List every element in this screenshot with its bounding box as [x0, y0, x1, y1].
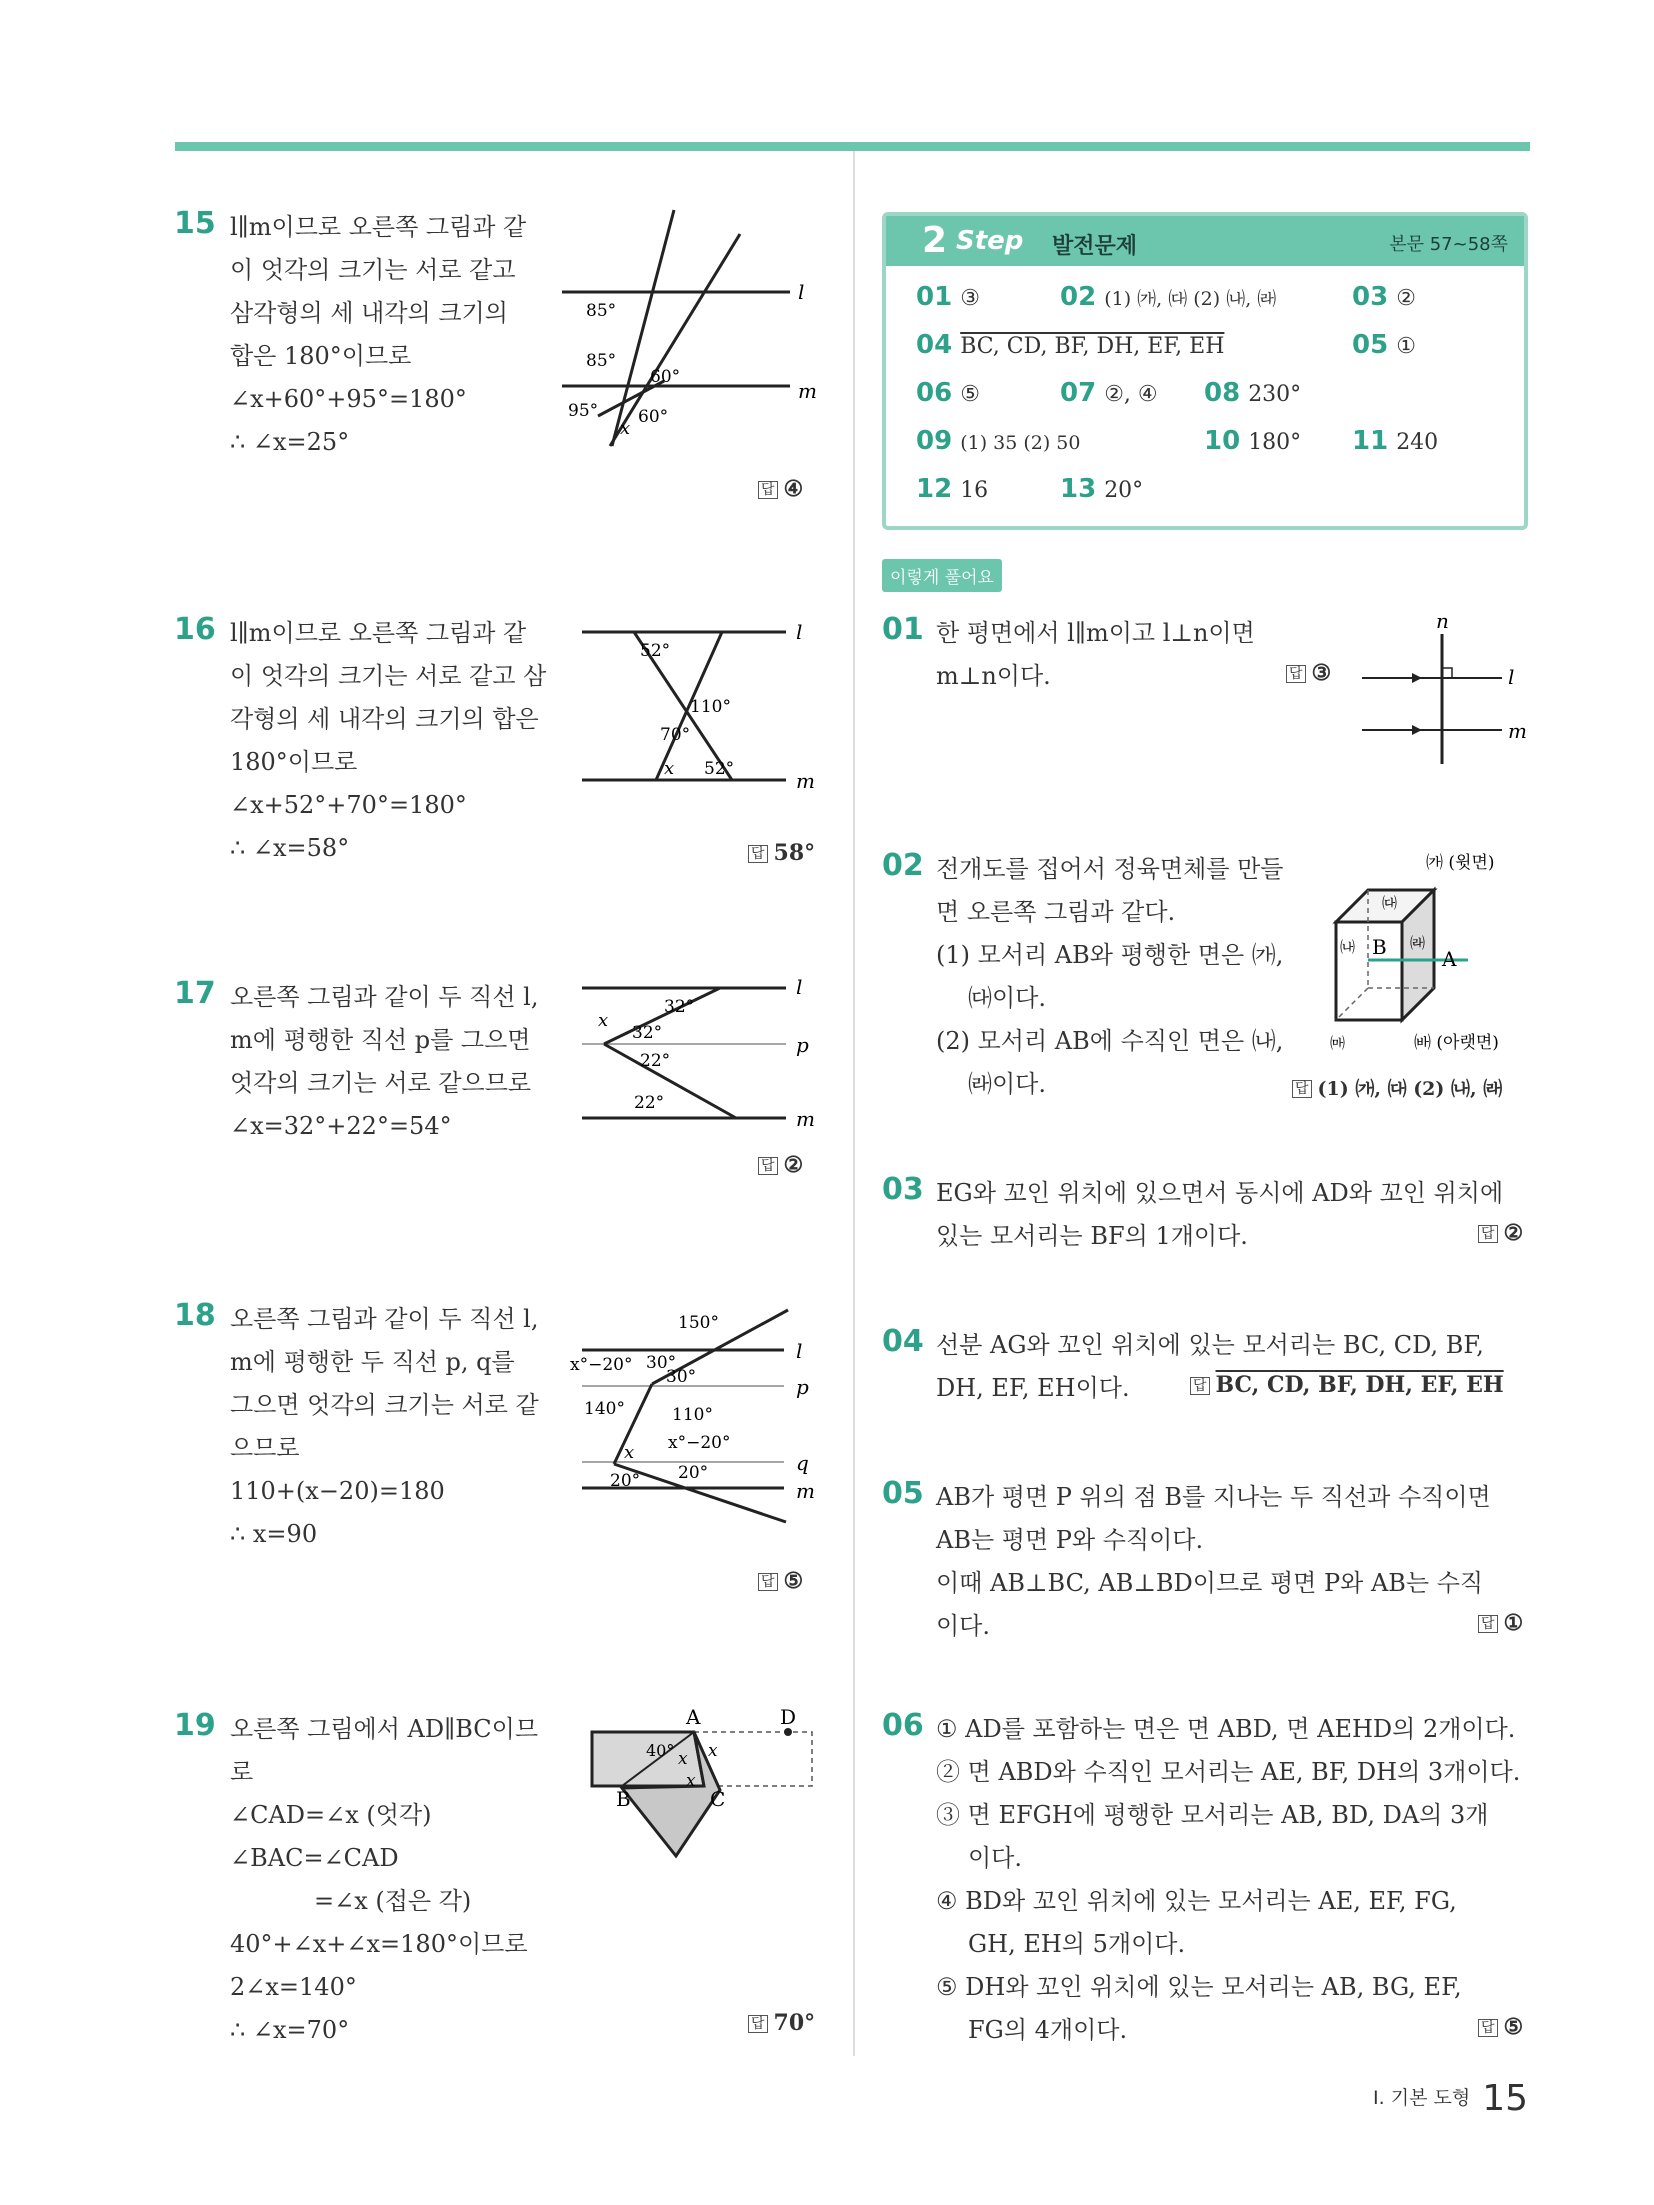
answer-01: 답 ③ — [1286, 660, 1331, 686]
answer-15: 답 ④ — [758, 476, 803, 502]
svg-text:㈐: ㈐ — [1382, 894, 1398, 912]
svg-text:60°: 60° — [650, 367, 681, 387]
svg-text:l: l — [796, 1339, 803, 1363]
svg-text:x: x — [620, 418, 631, 439]
svg-text:q: q — [796, 1451, 809, 1475]
answer-16: 답 58° — [748, 840, 815, 866]
solution-03 — [882, 1172, 1532, 1272]
svg-text:l: l — [796, 975, 803, 999]
svg-text:㈑: ㈑ — [1410, 934, 1426, 952]
svg-text:20°: 20° — [610, 1471, 641, 1491]
answer-02: 답 (1) ㈎, ㈐ (2) ㈏, ㈑ — [1292, 1074, 1502, 1101]
answer-05: 답 ① — [1478, 1610, 1523, 1636]
problem-number: 15 — [174, 206, 216, 241]
figure-17 — [574, 976, 814, 1136]
answer-06: 답 ⑤ — [1478, 2014, 1523, 2040]
step-answer: 02 (1) ㈎, ㈐ (2) ㈏, ㈑ — [1060, 282, 1277, 312]
svg-text:30°: 30° — [666, 1367, 697, 1387]
step-word: Step — [956, 226, 1024, 256]
svg-text:x: x — [678, 1749, 688, 1769]
svg-text:㈎ (윗면): ㈎ (윗면) — [1426, 853, 1495, 873]
solution-text: EG와 꼬인 위치에 있으면서 동시에 AD와 꼬인 위치에 있는 모서리는 BF의 1개이다. — [936, 1179, 1504, 1250]
problem-19 — [174, 1705, 824, 2058]
figure-15 — [552, 206, 817, 456]
svg-text:A: A — [1442, 947, 1457, 971]
svg-text:70°: 70° — [660, 725, 691, 745]
svg-text:l: l — [1508, 665, 1515, 689]
page-number: 15 — [1482, 2078, 1528, 2119]
solution-text: 전개도를 접어서 정육면체를 만들 면 오른쪽 그림과 같다. (1) 모서리 AB와 평행한 면은 ㈎, ㈐이다. (2) 모서리 AB에 수직인 면은 ㈏, ㈑이다. — [936, 855, 1284, 1098]
svg-text:x: x — [664, 758, 675, 779]
section-title: I. 기본 도형 — [1373, 2087, 1471, 2109]
step-answer: 03 ② — [1352, 282, 1416, 312]
svg-text:p: p — [796, 1033, 809, 1057]
problem-15 — [174, 206, 824, 506]
step-answer: 04 BC, CD, BF, DH, EF, EH — [916, 330, 1225, 360]
problem-number: 04 — [882, 1324, 924, 1359]
svg-text:30°: 30° — [646, 1353, 677, 1373]
svg-text:20°: 20° — [678, 1463, 709, 1483]
svg-text:60°: 60° — [638, 407, 669, 427]
step-answer: 11 240 — [1352, 426, 1439, 456]
answer-03: 답 ② — [1478, 1220, 1523, 1246]
figure-18 — [570, 1298, 820, 1538]
solution-tag: 이렇게 풀어요 — [882, 559, 1002, 592]
problem-16 — [174, 612, 824, 872]
svg-text:22°: 22° — [634, 1093, 665, 1113]
step-answer: 13 20° — [1060, 474, 1144, 504]
step-answer: 09 (1) 35 (2) 50 — [916, 426, 1081, 456]
svg-text:x: x — [708, 1741, 718, 1761]
svg-text:22°: 22° — [640, 1051, 671, 1071]
svg-text:B: B — [616, 1787, 631, 1811]
svg-text:x: x — [598, 1010, 609, 1031]
top-accent-bar — [175, 142, 1530, 151]
solution-text: 오른쪽 그림과 같이 두 직선 l, m에 평행한 직선 p를 그으면 엇각의 크기는 서로 같으므로 ∠x=32°+22°=54° — [230, 983, 539, 1140]
svg-text:110°: 110° — [672, 1405, 713, 1425]
step-answer: 08 230° — [1204, 378, 1302, 408]
solution-text: 선분 AG와 꼬인 위치에 있는 모서리는 BC, CD, BF, DH, EF, EH이다. — [936, 1331, 1484, 1402]
step-answer: 12 16 — [916, 474, 989, 504]
step-answer: 01 ③ — [916, 282, 980, 312]
solution-text: l∥m이므로 오른쪽 그림과 같 이 엇각의 크기는 서로 같고 삼각형의 세 내각의 크기의 합은 180°이므로 ∠x+60°+95°=180° ∴ ∠x=25° — [230, 213, 527, 456]
solution-04 — [882, 1324, 1532, 1424]
svg-text:D: D — [780, 1705, 797, 1729]
svg-text:C: C — [710, 1787, 726, 1811]
problem-number: 16 — [174, 612, 216, 647]
svg-text:x: x — [686, 1771, 696, 1791]
answer-17: 답 ② — [758, 1152, 803, 1178]
svg-text:㈏: ㈏ — [1340, 938, 1356, 956]
svg-text:p: p — [796, 1375, 809, 1399]
step-answer-box — [882, 212, 1528, 530]
answer-04: 답 BC, CD, BF, DH, EF, EH — [1190, 1372, 1504, 1398]
answer-18: 답 ⑤ — [758, 1568, 803, 1594]
step-page-ref: 본문 57~58쪽 — [1389, 234, 1508, 255]
svg-text:x°−20°: x°−20° — [570, 1355, 633, 1375]
svg-text:85°: 85° — [586, 351, 617, 371]
solution-text: 오른쪽 그림과 같이 두 직선 l, m에 평행한 두 직선 p, q를 그으면 엇각의 크기는 서로 같 으므로 110+(x−20)=180 ∴ x=90 — [230, 1305, 539, 1548]
problem-number: 18 — [174, 1298, 216, 1333]
svg-text:n: n — [1436, 609, 1449, 633]
svg-text:85°: 85° — [586, 301, 617, 321]
svg-text:52°: 52° — [704, 759, 735, 779]
svg-text:m: m — [796, 1107, 815, 1131]
problem-number: 05 — [882, 1476, 924, 1511]
svg-text:B: B — [1372, 935, 1387, 959]
solution-01 — [882, 609, 1532, 772]
solution-text: l∥m이므로 오른쪽 그림과 같 이 엇각의 크기는 서로 같고 삼 각형의 세 내각의 크기의 합은 180°이므로 ∠x+52°+70°=180° ∴ ∠x=58° — [230, 619, 547, 862]
svg-text:52°: 52° — [640, 641, 671, 661]
problem-number: 06 — [882, 1708, 924, 1743]
solution-text: ① AD를 포함하는 면은 면 ABD, 면 AEHD의 2개이다. ② 면 ABD와 수직인 모서리는 AE, BF, DH의 3개이다. ③ 면 EFGH에 평행한 모서리는 AB, BD, DA의 3개 이다. ④ BD와 꼬인 위치에 있는 모서리는 AE, EF, FG, GH, EH의 5개이다. ⑤ DH와 꼬인 위치에 있는 모서리는 AB, BG, EF, FG의 4개이다. — [936, 1715, 1521, 2044]
svg-text:l: l — [796, 620, 803, 644]
svg-text:32°: 32° — [632, 1023, 663, 1043]
svg-text:95°: 95° — [568, 401, 599, 421]
svg-text:x°−20°: x°−20° — [668, 1433, 731, 1453]
figure-01 — [1352, 609, 1532, 772]
step-title: 발전문제 — [1052, 234, 1138, 259]
svg-text:x: x — [624, 1442, 635, 1463]
figure-19 — [582, 1705, 822, 1868]
step-answer: 10 180° — [1204, 426, 1302, 456]
svg-text:㈒: ㈒ — [1330, 1034, 1346, 1052]
solution-text: 오른쪽 그림에서 AD∥BC이므 로 ∠CAD=∠x (엇각) ∠BAC=∠CAD =∠x (접은 각) 40°+∠x+∠x=180°이므로 2∠x=140° ∴ ∠x=70° — [230, 1715, 539, 2044]
solution-text: 한 평면에서 l∥m이고 l⊥n이면 m⊥n이다. — [936, 619, 1255, 690]
problem-number: 03 — [882, 1172, 924, 1207]
svg-text:m: m — [798, 379, 817, 403]
svg-text:m: m — [796, 769, 815, 793]
svg-text:40°: 40° — [646, 1741, 675, 1760]
step-number: 2 — [922, 220, 948, 261]
svg-text:140°: 140° — [584, 1399, 625, 1419]
svg-text:㈓ (아랫면): ㈓ (아랫면) — [1414, 1033, 1499, 1053]
column-divider — [853, 151, 855, 2056]
problem-number: 01 — [882, 612, 924, 647]
step-answer: 07 ②, ④ — [1060, 378, 1158, 408]
solution-06 — [882, 1708, 1532, 2058]
figure-16 — [574, 612, 814, 792]
problem-18 — [174, 1298, 824, 1608]
svg-text:150°: 150° — [678, 1313, 719, 1333]
step-header — [886, 216, 1524, 266]
problem-number: 19 — [174, 1708, 216, 1743]
answer-19: 답 70° — [748, 2010, 815, 2036]
svg-text:l: l — [798, 280, 805, 304]
svg-text:32°: 32° — [664, 997, 695, 1017]
solution-02 — [882, 848, 1532, 1108]
step-answer: 05 ① — [1352, 330, 1416, 360]
svg-text:m: m — [1508, 719, 1527, 743]
problem-17 — [174, 976, 824, 1196]
figure-02-cube — [1322, 848, 1532, 1058]
problem-number: 02 — [882, 848, 924, 883]
problem-number: 17 — [174, 976, 216, 1011]
svg-text:m: m — [796, 1479, 815, 1503]
step-answer: 06 ⑤ — [916, 378, 980, 408]
svg-text:110°: 110° — [690, 697, 731, 717]
solution-05 — [882, 1476, 1532, 1656]
svg-text:A: A — [686, 1705, 701, 1729]
solution-text: AB가 평면 P 위의 점 B를 지나는 두 직선과 수직이면 AB는 평면 P와 수직이다. 이때 AB⊥BC, AB⊥BD이므로 평면 P와 AB는 수직 이다. — [936, 1483, 1491, 1640]
page-footer — [1373, 2078, 1528, 2119]
